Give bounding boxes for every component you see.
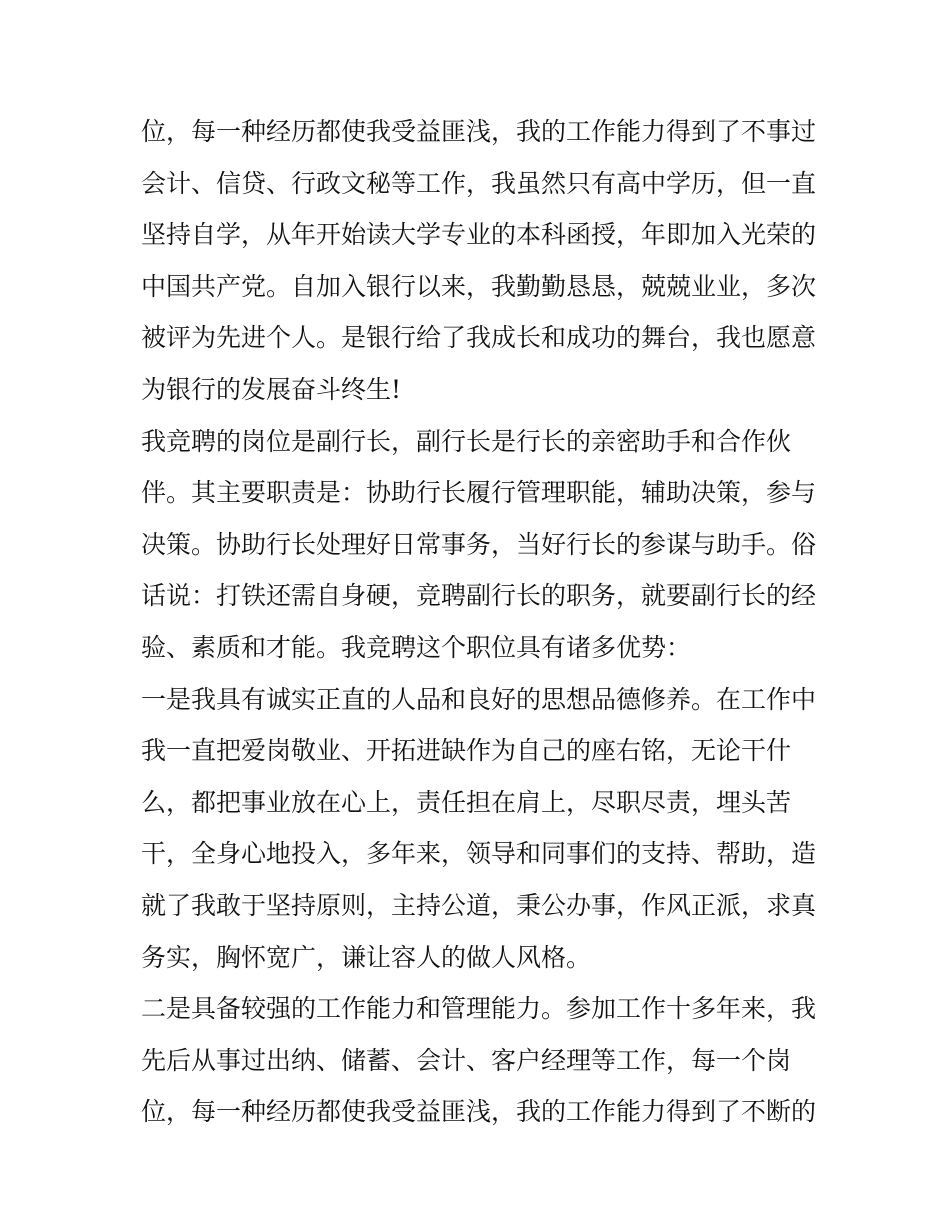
text-line: 验、素质和才能。我竞聘这个职位具有诸多优势： [141,632,692,662]
text-line: 坚持自学，从年开始读大学专业的本科函授，年即加入光荣的 [141,220,817,250]
text-line: 二是具备较强的工作能力和管理能力。参加工作十多年来，我 [141,994,817,1024]
text-line: 一是我具有诚实正直的人品和良好的思想品德修养。在工作中 [141,684,817,714]
text-line: 为银行的发展奋斗终生! [141,374,402,404]
text-line: 位，每一种经历都使我受益匪浅，我的工作能力得到了不断的 [141,1097,817,1127]
text-line: 话说：打铁还需自身硬，竞聘副行长的职务，就要副行长的经 [141,581,817,611]
text-line: 我竞聘的岗位是副行长，副行长是行长的亲密助手和合作伙 [141,426,792,456]
text-line: 就了我敢于坚持原则，主持公道，秉公办事，作风正派，求真 [141,890,817,920]
text-line: 决策。协助行长处理好日常事务，当好行长的参谋与助手。俗 [141,529,817,559]
text-line: 么，都把事业放在心上，责任担在肩上，尽职尽责，埋头苦 [141,787,792,817]
text-line: 位，每一种经历都使我受益匪浅，我的工作能力得到了不事过 [141,117,817,146]
body-text [141,106,821,1138]
text-line: 伴。其主要职责是：协助行长履行管理职能，辅助决策，参与 [141,478,817,508]
text-line: 中国共产党。自加入银行以来，我勤勤恳恳，兢兢业业，多次 [141,271,817,301]
text-line: 我一直把爱岗敬业、开拓进缺作为自己的座右铭，无论干什 [141,736,792,766]
text-line: 会计、信贷、行政文秘等工作，我虽然只有高中学历，但一直 [141,168,817,198]
text-line: 干，全身心地投入，多年来，领导和同事们的支持、帮助，造 [141,839,817,869]
text-line: 务实，胸怀宽广，谦让容人的做人风格。 [141,942,592,972]
text-line: 被评为先进个人。是银行给了我成长和成功的舞台，我也愿意 [141,323,817,353]
text-line: 先后从事过出纳、储蓄、会计、客户经理等工作，每一个岗 [141,1045,792,1075]
